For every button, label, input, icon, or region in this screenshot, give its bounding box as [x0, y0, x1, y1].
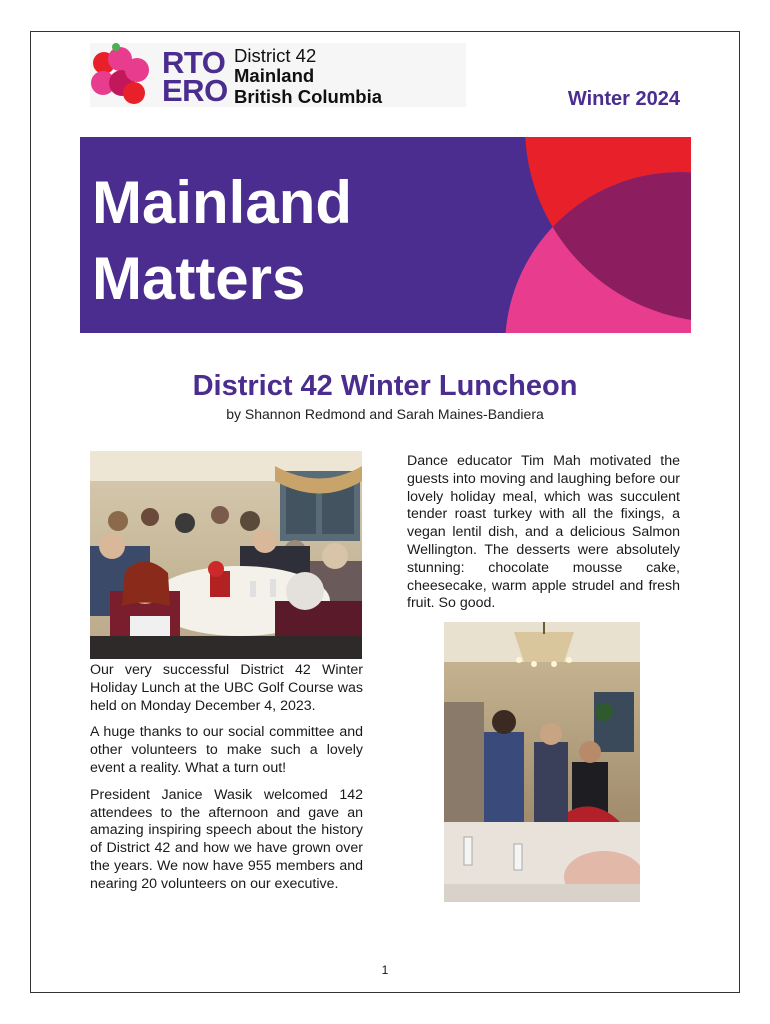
logo-mainland: Mainland: [234, 65, 315, 86]
article-left-column: [90, 662, 363, 903]
page-number: 1: [381, 963, 389, 977]
paragraph: A huge thanks to our social committee and other volunteers to make such a lovely event a reality. What a turn out!: [90, 724, 363, 776]
logo-rto: RTO: [162, 45, 226, 80]
logo-petal-icon: [90, 43, 154, 107]
paragraph: President Janice Wasik welcomed 142 attendees to the afternoon and gave an amazing inspiring speech about the history of District 42 and how we have grown over the years. We now have 955 members and nearing 20 volunteers on our executive.: [90, 786, 363, 892]
logo-ero: ERO: [162, 73, 228, 108]
paragraph: Dance educator Tim Mah motivated the guests into moving and laughing before our lovely holiday meal, which was succulent tender roast turkey with all the fixings, a vegan lentil dish, and a delicious Salmon Wellington. The desserts were absolutely stunning: chocolate mousse cake, cheesecake, warm apple strudel and fresh fruit. So good.: [407, 453, 680, 612]
paragraph: Our very successful District 42 Winter Holiday Lunch at the UBC Golf Course was held on Monday December 4, 2023.: [90, 662, 363, 714]
newsletter-title: [92, 165, 352, 317]
article-right-column: [407, 453, 680, 622]
masthead-banner: [80, 137, 691, 333]
luncheon-tables-photo: [90, 451, 362, 659]
title-line-2: Matters: [92, 245, 306, 312]
rto-ero-logo: [90, 43, 466, 107]
article-byline: by Shannon Redmond and Sarah Maines-Bandiera: [226, 406, 544, 422]
logo-district: District 42: [234, 45, 317, 66]
dance-session-photo: [444, 622, 640, 902]
issue-season: Winter 2024: [567, 88, 680, 110]
logo-province: British Columbia: [234, 86, 383, 107]
title-line-1: Mainland: [92, 169, 353, 236]
article-headline: District 42 Winter Luncheon: [192, 370, 578, 402]
